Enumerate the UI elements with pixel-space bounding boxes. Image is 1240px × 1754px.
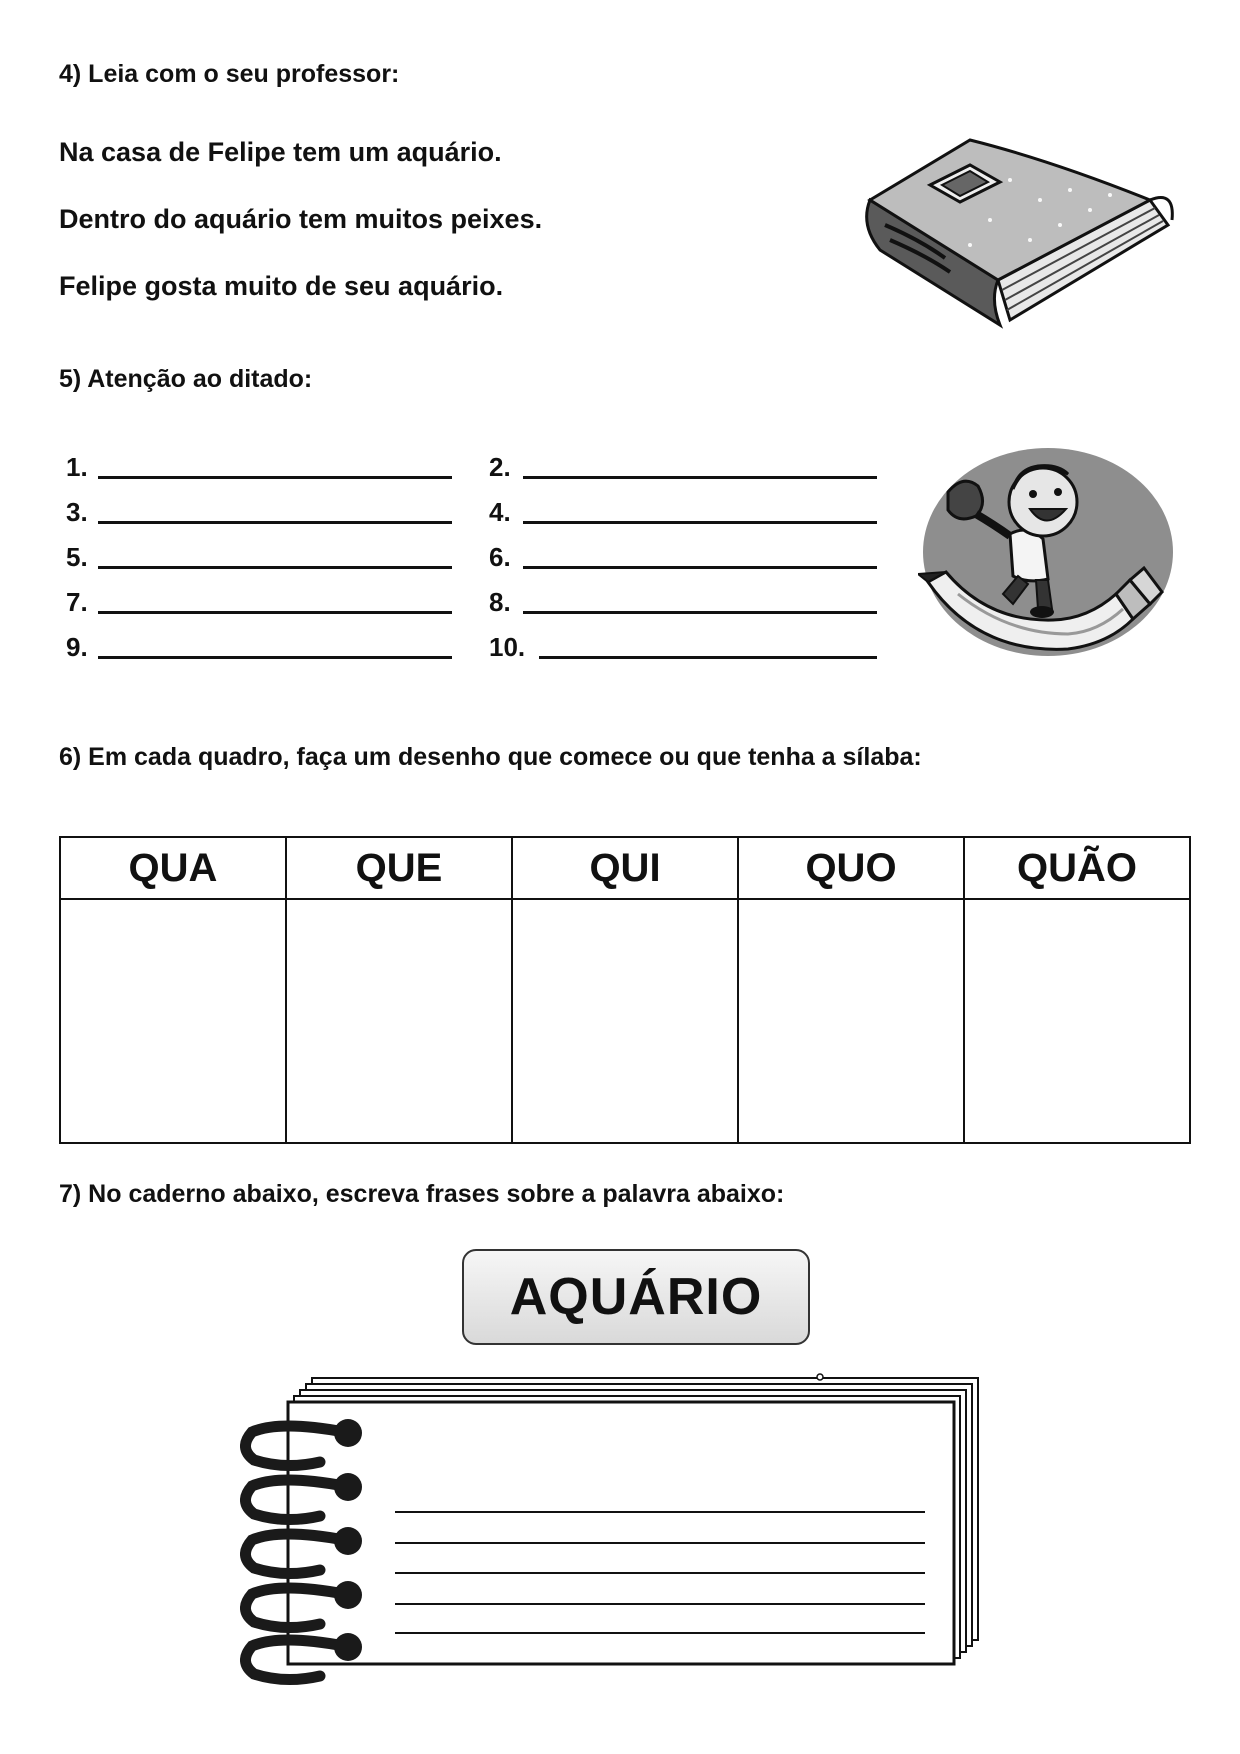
dictation-answer-line[interactable]	[98, 656, 452, 659]
drawing-box-quao[interactable]	[964, 899, 1190, 1143]
dictation-answer-line[interactable]	[523, 611, 877, 614]
reading-line-3: Felipe gosta muito de seu aquário.	[59, 271, 504, 301]
syllable-drawing-table	[59, 836, 1191, 1144]
syllable-header-quo: QUO	[738, 837, 964, 899]
reading-line-1: Na casa de Felipe tem um aquário.	[59, 137, 502, 167]
word-box-aquario: AQUÁRIO	[462, 1249, 810, 1345]
dictation-item-6	[489, 534, 877, 574]
syllable-header-qua: QUA	[60, 837, 286, 899]
drawing-row	[60, 899, 1190, 1143]
dictation-item-1	[66, 444, 452, 484]
dictation-answer-line[interactable]	[523, 521, 877, 524]
dictation-item-5	[66, 534, 452, 574]
drawing-box-qui[interactable]	[512, 899, 738, 1143]
drawing-box-que[interactable]	[286, 899, 512, 1143]
syllable-header-row	[60, 837, 1190, 899]
dictation-item-7	[66, 579, 452, 619]
dictation-number: 5.	[66, 542, 88, 572]
dictation-item-8	[489, 579, 877, 619]
dictation-item-3	[66, 489, 452, 529]
dictation-answer-line[interactable]	[98, 566, 452, 569]
dictation-answer-line[interactable]	[98, 521, 452, 524]
dictation-answer-line[interactable]	[98, 476, 452, 479]
q4-title: 4) Leia com o seu professor:	[59, 60, 400, 88]
q5-title: 5) Atenção ao ditado:	[59, 365, 313, 393]
syllable-header-qui: QUI	[512, 837, 738, 899]
dictation-number: 7.	[66, 587, 88, 617]
boy-on-pencil-illustration	[918, 444, 1176, 668]
dictation-number: 6.	[489, 542, 511, 572]
q7-title: 7) No caderno abaixo, escreva frases sobre a palavra abaixo:	[59, 1180, 785, 1208]
book-icon	[850, 130, 1180, 335]
dictation-number: 10.	[489, 632, 526, 662]
dictation-number: 4.	[489, 497, 511, 527]
spiral-notebook-icon	[240, 1370, 1000, 1688]
dictation-number: 3.	[66, 497, 88, 527]
dictation-item-10	[489, 624, 877, 664]
dictation-answer-line[interactable]	[523, 476, 877, 479]
dictation-number: 8.	[489, 587, 511, 617]
reading-line-2: Dentro do aquário tem muitos peixes.	[59, 204, 543, 234]
drawing-box-quo[interactable]	[738, 899, 964, 1143]
dictation-number: 2.	[489, 452, 511, 482]
dictation-answer-line[interactable]	[523, 566, 877, 569]
dictation-answer-line[interactable]	[539, 656, 877, 659]
syllable-header-que: QUE	[286, 837, 512, 899]
drawing-box-qua[interactable]	[60, 899, 286, 1143]
syllable-header-quao: QUÃO	[964, 837, 1190, 899]
dictation-item-4	[489, 489, 877, 529]
dictation-answer-line[interactable]	[98, 611, 452, 614]
q6-title: 6) Em cada quadro, faça um desenho que comece ou que tenha a sílaba:	[59, 743, 922, 771]
dictation-item-9	[66, 624, 452, 664]
dictation-number: 1.	[66, 452, 88, 482]
dictation-number: 9.	[66, 632, 88, 662]
dictation-item-2	[489, 444, 877, 484]
